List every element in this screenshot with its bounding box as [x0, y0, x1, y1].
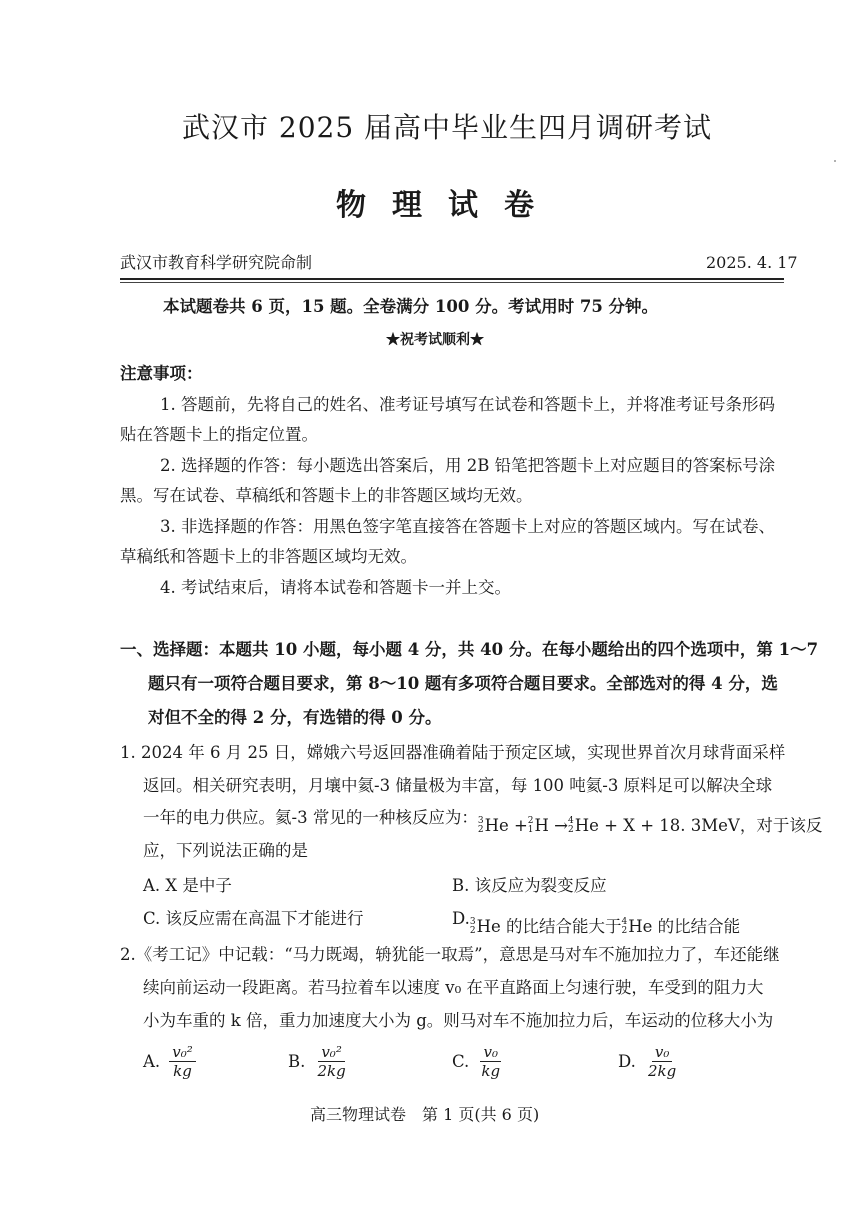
note-1-line1: 1. 答题前，先将自己的姓名、准考证号填写在试卷和答题卡上，并将准考证号条形码: [160, 395, 775, 414]
q1-option-d: D. 3 2 He 的比结合能大于 4 2 He 的比结合能: [452, 909, 741, 936]
page-footer: 高三物理试卷 第 1 页(共 6 页): [310, 1105, 540, 1124]
q2-line2: 续向前运动一段距离。若马拉着车以速度 v₀ 在平直路面上匀速行驶，车受到的阻力大: [143, 978, 764, 997]
exam-title: 武汉市 2025 届高中毕业生四月调研考试: [182, 111, 713, 144]
q1-option-c: C. 该反应需在高温下才能进行: [143, 909, 364, 928]
exam-summary: 本试题卷共 6 页，15 题。全卷满分 100 分。考试用时 75 分钟。: [163, 297, 659, 316]
exam-date: 2025. 4. 17: [706, 253, 798, 272]
q2-line3: 小为车重的 k 倍，重力加速度大小为 g。则马对车不施加拉力后，车运动的位移大小为: [143, 1011, 774, 1030]
section1-line1: 一、选择题：本题共 10 小题，每小题 4 分，共 40 分。在每小题给出的四个选项中，第 1～7: [120, 640, 819, 659]
q1-option-b: B. 该反应为裂变反应: [452, 876, 607, 895]
q1-line1: 1. 2024 年 6 月 25 日，嫦娥六号返回器准确着陆于预定区域，实现世界首次月球背面采样: [120, 743, 786, 762]
note-4-line1: 4. 考试结束后，请将本试卷和答题卡一并上交。: [160, 578, 511, 597]
header-rule-bottom: [120, 282, 784, 283]
q1-option-a: A. X 是中子: [143, 876, 232, 895]
q2-option-a: A. $\frac{\text{v₀²}}{kg}$: [143, 1044, 196, 1079]
note-3-line1: 3. 非选择题的作答：用黑色签字笔直接答在答题卡上对应的答题区域内。写在试卷、: [160, 517, 775, 536]
section1-line2: 题只有一项符合题目要求，第 8～10 题有多项符合题目要求。全部选对的得 4 分，选: [148, 674, 778, 693]
note-2-line1: 2. 选择题的作答：每小题选出答案后，用 2B 铅笔把答题卡上对应题目的答案标号涂: [160, 456, 776, 475]
issuer: 武汉市教育科学研究院命制: [120, 253, 313, 272]
q2-option-d: D. $\frac{\text{v₀}}{2kg}$: [618, 1043, 677, 1080]
q1-line4: 应，下列说法正确的是: [143, 841, 308, 860]
q2-line1: 2.《考工记》中记载：“马力既竭，辀犹能一取焉”，意思是马对车不施加拉力了，车还能继: [120, 945, 780, 964]
note-3-line2: 草稿纸和答题卡上的非答题区域均无效。: [120, 547, 417, 566]
note-1-line2: 贴在答题卡上的指定位置。: [120, 425, 318, 444]
q1-line2: 返回。相关研究表明，月壤中氦-3 储量极为丰富，每 100 吨氦-3 原料足可以解决全球: [143, 776, 773, 795]
scan-speck: [834, 160, 836, 162]
q1-line3: 一年的电力供应。氦-3 常见的一种核反应为： 3 2 He + 2 1 H → 4 2 He + X + 18. 3MeV，对于该反: [143, 808, 823, 835]
wish-text: ★祝考试顺利★: [386, 332, 484, 348]
note-2-line2: 黑。写在试卷、草稿纸和答题卡上的非答题区域均无效。: [120, 486, 533, 505]
q2-option-b: B. $\frac{\text{v₀²}}{2kg}$: [288, 1043, 346, 1080]
section1-line3: 对但不全的得 2 分，有选错的得 0 分。: [148, 708, 442, 727]
header-rule-top: [120, 278, 784, 280]
subject-title: 物理试卷: [336, 188, 560, 223]
q2-option-c: C. $\frac{\text{v₀}}{kg}$: [452, 1043, 501, 1080]
notes-heading: 注意事项：: [120, 364, 203, 383]
